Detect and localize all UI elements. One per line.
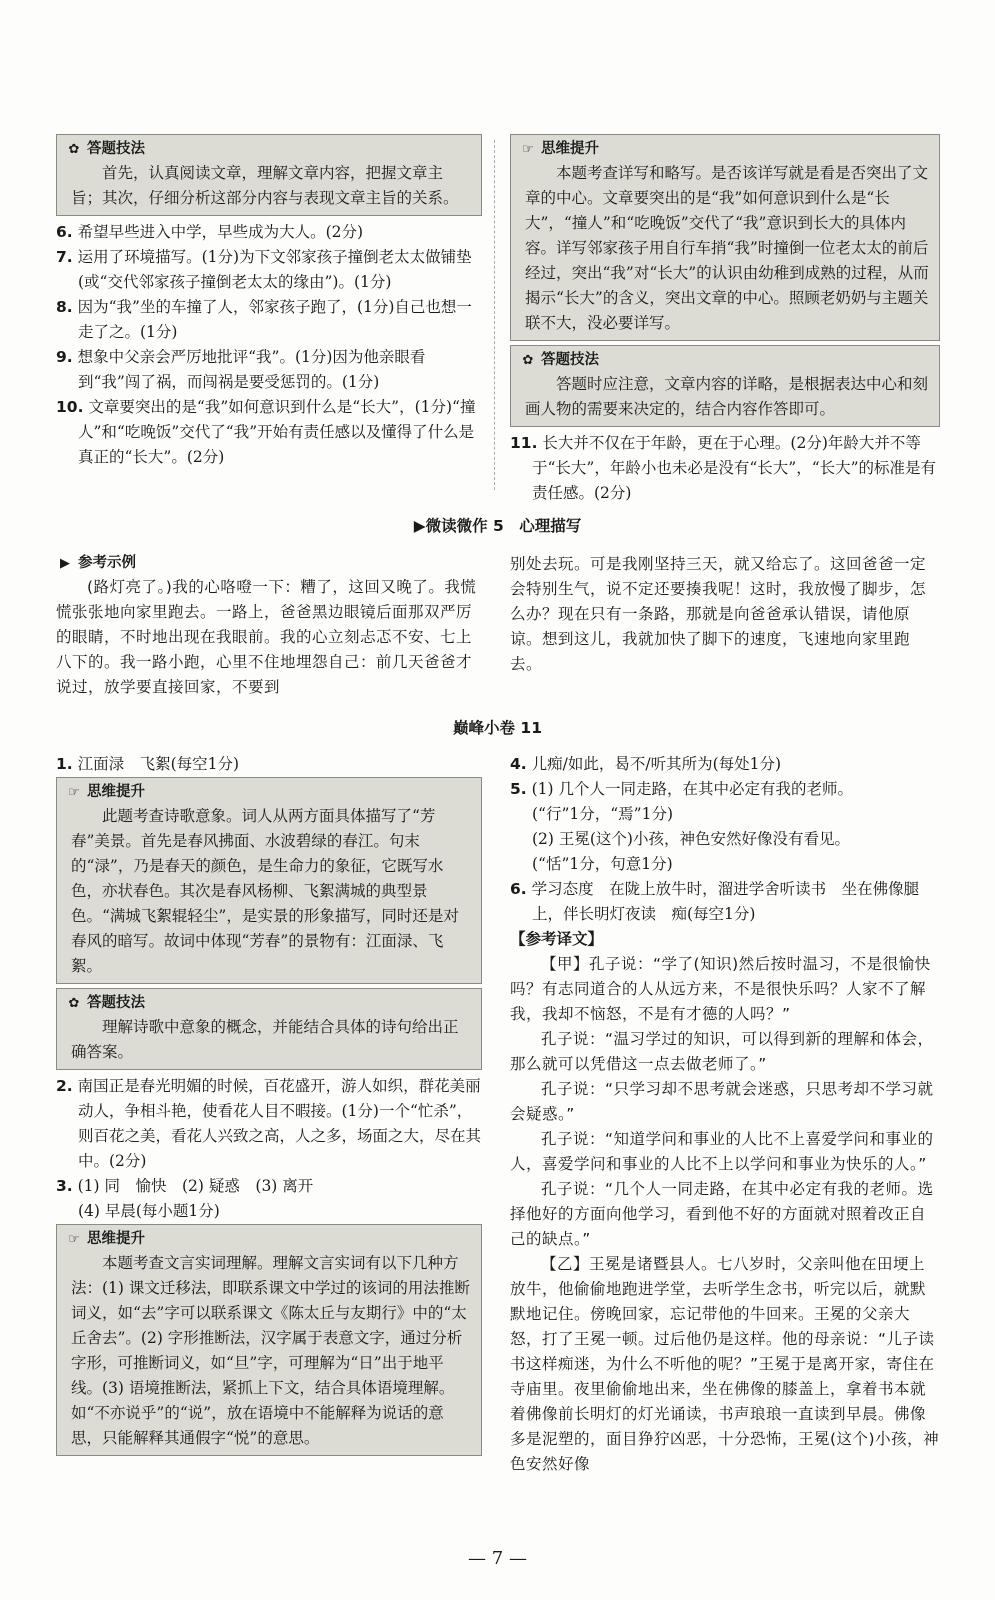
thumb-icon: ☞: [522, 142, 534, 157]
answer-item: 6. 学习态度 在陇上放牛时，溜进学舍听读书 坐在佛像腿上，伴长明灯夜读 痴(每空1分): [510, 880, 920, 923]
micro-left-column: [56, 552, 482, 700]
page-number: — 7 —: [468, 1548, 527, 1569]
thumb-icon: ☞: [68, 785, 80, 800]
translation-paragraph: 孔子说：“几个人一同走路，在其中必定有我的老师。选择他好的方面向他学习，看到他不好的方面就对照着改正自己的缺点。”: [510, 1180, 934, 1248]
top-left-column: [56, 134, 482, 470]
think-heading: 思维提升: [87, 784, 145, 800]
tip-heading: 答题技法: [87, 141, 145, 157]
tip-heading: 答题技法: [87, 995, 145, 1011]
answer-line: (“行”1分，“焉”1分): [532, 805, 674, 823]
tip-icon: ✿: [522, 353, 534, 368]
answer-item: 3. (1) 同 愉快 (2) 疑惑 (3) 离开: [56, 1177, 314, 1195]
thumb-icon: ☞: [68, 1232, 80, 1247]
think-text: 本题考查文言实词理解。理解文言实词有以下几种方法：(1) 课文迁移法，即联系课文中学过的该词的用法推断词义，如“去”字可以联系课文《陈太丘与友期行》中的“太丘舍去”。(2) 字形推断法，汉字属于表意文字，通过分析字形，可推断词义，如“旦”字，可理解为“日”出于地平线。(3) 语境推断法，紧抓上下文，结合具体语境理解。如“不亦说乎”的“说”，放在语境中不能解释为说话的意思，只能解释其通假字“悦”的意思。: [71, 1254, 470, 1447]
peak-right-column: [510, 752, 940, 1477]
answer-item: 1. 江面渌 飞絮(每空1分): [56, 755, 240, 773]
top-right-column: [510, 134, 940, 506]
translation-paragraph: 孔子说：“温习学过的知识，可以得到新的理解和体会，那么就可以凭借这一点去做老师了。”: [510, 1030, 934, 1073]
answer-line: (“恬”1分，句意1分): [532, 855, 673, 873]
sample-text: 别处去玩。可是我刚坚持三天，就又给忘了。这回爸爸一定会特别生气，说不定还要揍我呢！这时，我放慢了脚步，怎么办？现在只有一条路，那就是向爸爸承认错误，请他原谅。想到这儿，我就加快了脚下的速度，飞速地向家里跑去。: [510, 555, 927, 673]
think-text: 本题考查详写和略写。是否该详写就是看是否突出了文章的中心。文章要突出的是“我”如何意识到什么是“长大”，“撞人”和“吃晚饭”交代了“我”意识到长大的具体内容。详写邻家孩子用自行车捎“我”时撞倒一位老太太的前后经过，突出“我”对“长大”的认识由幼稚到成熟的过程，从而揭示“长大”的含义，突出文章的中心。照顾老奶奶与主题关联不大，没必要详写。: [525, 164, 929, 332]
tip-box: [510, 345, 940, 427]
tip-icon: ✿: [68, 996, 80, 1011]
think-text: 此题考查诗歌意象。词人从两方面具体描写了“芳春”美景。首先是春风拂面、水波碧绿的春江。句末的“渌”，乃是春天的颜色，是生命力的象征，它既写水色，亦状春色。其次是春风杨柳、飞絮满城的典型景色。“满城飞絮辊轻尘”，是实景的形象描写，同时还是对春风的暗写。故词中体现“芳春”的景物有：江面渌、飞絮。: [71, 807, 459, 975]
tip-text: 理解诗歌中意象的概念，并能结合具体的诗句给出正确答案。: [71, 1018, 459, 1061]
answer-line: (4) 早晨(每小题1分): [78, 1202, 220, 1220]
translation-paragraph: 孔子说：“只学习却不思考就会迷惑，只思考却不学习就会疑惑。”: [510, 1080, 934, 1123]
think-heading: 思维提升: [87, 1231, 145, 1247]
section-title: 巅峰小卷 11: [453, 719, 542, 737]
peak-left-column: [56, 752, 482, 1460]
answer-item: 5. (1) 几个人一同走路，在其中必定有我的老师。: [510, 780, 854, 798]
answer-item: 10. 文章要突出的是“我”如何意识到什么是“长大”，(1分)“撞人”和“吃晚饭”交代了“我”开始有责任感以及懂得了什么是真正的“长大”。(2分): [56, 398, 476, 466]
tip-text: 答题时应注意，文章内容的详略，是根据表达中心和刻画人物的需要来决定的，结合内容作答即可。: [525, 375, 929, 418]
think-box: [510, 134, 940, 341]
answer-item: 11. 长大并不仅在于年龄，更在于心理。(2分)年龄大并不等于“长大”，年龄小也未必是没有“长大”，“长大”的标准是有责任感。(2分): [510, 434, 937, 502]
tip-icon: ✿: [68, 142, 80, 157]
tip-heading: 答题技法: [541, 352, 599, 368]
translation-paragraph: 【乙】王冕是诸暨县人。七八岁时，父亲叫他在田埂上放牛，他偷偷地跑进学堂，去听学生念书，听完以后，就默默地记住。傍晚回家，忘记带他的牛回来。王冕的父亲大怒，打了王冕一顿。过后他仍是这样。他的母亲说：“儿子读书这样痴迷，为什么不听他的呢？”王冕于是离开家，寄住在寺庙里。夜里偷偷地出来，坐在佛像的膝盖上，拿着书本就着佛像前长明灯的灯光诵读，书声琅琅一直读到早晨。佛像多是泥塑的，面目狰狞凶恶，十分恐怖，王冕(这个)小孩，神色安然好像: [510, 1255, 940, 1473]
tip-box: [56, 134, 482, 216]
column-divider: [494, 140, 495, 490]
think-box: [56, 1224, 482, 1456]
answer-item: 7. 运用了环境描写。(1分)为下文邻家孩子撞倒老太太做铺垫(或“交代邻家孩子撞倒老太太的缘由”)。(1分): [56, 248, 472, 291]
answer-item: 9. 想象中父亲会严厉地批评“我”。(1分)因为他亲眼看到“我”闯了祸，而闯祸是要受惩罚的。(1分): [56, 348, 426, 391]
translation-heading: 【参考译文】: [510, 930, 604, 948]
micro-right-column: [510, 552, 940, 677]
tip-box: [56, 988, 482, 1070]
translation-paragraph: 【甲】孔子说：“学了(知识)然后按时温习，不是很愉快吗？有志同道合的人从远方来，不是很快乐吗？人家不了解我，我却不恼怒，不是有才德的人吗？”: [510, 955, 931, 1023]
translation-paragraph: 孔子说：“知道学问和事业的人比不上喜爱学问和事业的人，喜爱学问和事业的人比不上以学问和事业为快乐的人。”: [510, 1130, 934, 1173]
think-heading: 思维提升: [541, 141, 599, 157]
answer-item: 2. 南国正是春光明媚的时候，百花盛开，游人如织，群花美丽动人，争相斗艳，使看花人目不暇接。(1分)一个“忙杀”，则百花之美，看花人兴致之高，人之多，场面之大，尽在其中。(2分): [56, 1077, 482, 1170]
think-box: [56, 777, 482, 984]
sample-text: (路灯亮了。)我的心咯噔一下：糟了，这回又晚了。我慌慌张张地向家里跑去。一路上，爸爸黑边眼镜后面那双严厉的眼睛，不时地出现在我眼前。我的心立刻忐忑不安、七上八下的。我一路小跑，心里不住地埋怨自己：前几天爸爸才说过，放学要直接回家，不要到: [56, 578, 477, 696]
answer-item: 8. 因为“我”坐的车撞了人，邻家孩子跑了，(1分)自己也想一走了之。(1分): [56, 298, 472, 341]
section-title: ▶微读微作 5 心理描写: [413, 517, 582, 535]
ref-heading: 参考示例: [78, 555, 136, 571]
answer-line: (2) 王冕(这个)小孩，神色安然好像没有看见。: [532, 830, 850, 848]
tip-text: 首先，认真阅读文章，理解文章内容，把握文章主旨；其次，仔细分析这部分内容与表现文章主旨的关系。: [71, 164, 459, 207]
answer-item: 6. 希望早些进入中学，早些成为大人。(2分): [56, 223, 364, 241]
ref-icon: ▶: [60, 556, 70, 571]
answer-item: 4. 儿痴/如此，曷不/听其所为(每处1分): [510, 755, 782, 773]
